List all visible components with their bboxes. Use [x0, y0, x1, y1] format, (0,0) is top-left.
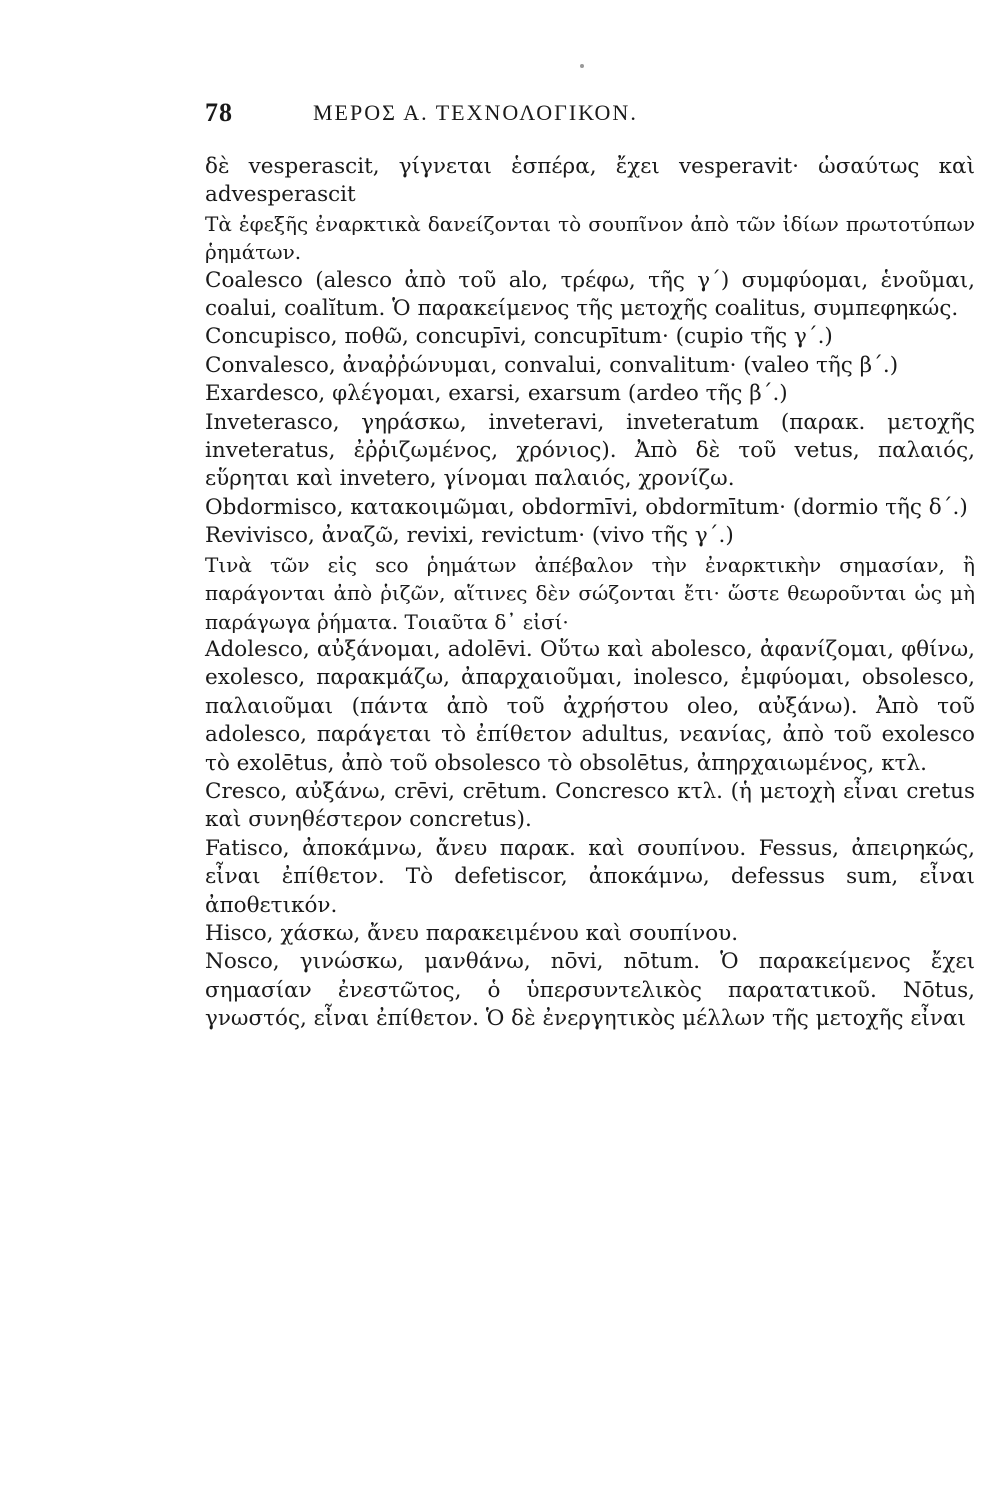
entry-cresco: Cresco, αὐξάνω, crēvi, crētum. Concresco κτλ. (ἡ μετοχὴ εἶναι cretus καὶ συνηθέστερον concretus).: [205, 778, 975, 833]
entry-obdormisco: Obdormisco, κατακοιμῶμαι, obdormīvi, obdormītum· (dormio τῆς δ΄.): [205, 494, 968, 520]
paragraph-intro-2: Τινὰ τῶν εἰς sco ῥημάτων ἀπέβαλον τὴν ἐναρκτικὴν σημασίαν, ἢ παράγονται ἀπὸ ῥιζῶν, αἵτινες δὲν σώζονται ἔτι· ὥστε θεωροῦνται ὡς μὴ παράγωγα ῥήματα. Τοιαῦτα δ᾽ εἰσί·: [205, 552, 975, 634]
entry-fatisco: Fatisco, ἀποκάμνω, ἄνευ παρακ. καὶ σουπίνου. Fessus, ἀπειρηκώς, εἶναι ἐπίθετον. Τὸ defetiscor, ἀποκάμνω, defessus sum, εἶναι ἀποθετικόν.: [205, 835, 975, 918]
page-speck: [580, 64, 584, 68]
page-body: [205, 153, 975, 1034]
running-title: ΜΕΡΟΣ Α. ΤΕΧΝΟΛΟΓΙΚΟΝ.: [313, 100, 638, 125]
entry-exardesco: Exardesco, φλέγομαι, exarsi, exarsum (ardeo τῆς β΄.): [205, 381, 788, 407]
entry-concupisco: Concupisco, ποθῶ, concupīvi, concupītum· (cupio τῆς γ΄.): [205, 324, 833, 350]
paragraph-continuation: δὲ vesperascit, γίγνεται ἑσπέρα, ἔχει vesperavit· ὡσαύτως καὶ advesperascit: [205, 154, 975, 208]
entry-coalesco: Coalesco (alesco ἀπὸ τοῦ alo, τρέφω, τῆς γ΄) συμφύομαι, ἑνοῦμαι, coalui, coalĭtum. Ὁ παρακείμενος τῆς μετοχῆς coalitus, συμπεφηκώς.: [205, 267, 975, 322]
entry-nosco: Nosco, γινώσκω, μανθάνω, nōvi, nōtum. Ὁ παρακείμενος ἔχει σημασίαν ἐνεστῶτος, ὁ ὑπερσυντελικὸς παρατατικοῦ. Nōtus, γνωστός, εἶναι ἐπίθετον. Ὁ δὲ ἐνεργητικὸς μέλλων τῆς μετοχῆς εἶναι: [205, 949, 975, 1032]
entry-convalesco: Convalesco, ἀναῤῥώνυμαι, convalui, convalitum· (valeo τῆς β΄.): [205, 352, 899, 378]
paragraph-intro-1: Τὰ ἐφεξῆς ἐναρκτικὰ δανείζονται τὸ σουπῖνον ἀπὸ τῶν ἰδίων πρωτοτύπων ῥημάτων.: [205, 211, 975, 265]
page-number: 78: [205, 98, 233, 127]
entry-adolesco: Adolesco, αὐξάνομαι, adolēvi. Οὕτω καὶ abolesco, ἀφανίζομαι, φθίνω, exolesco, παρακμάζω, ἀπαρχαιοῦμαι, inolesco, ἐμφύομαι, obsolesco, παλαιοῦμαι (πάντα ἀπὸ τοῦ ἀχρήστου oleo, αὐξάνω). Ἀπὸ τοῦ adolesco, παράγεται τὸ ἐπίθετον adultus, νεανίας, ἀπὸ τοῦ exolesco τὸ exolētus, ἀπὸ τοῦ obsolesco τὸ obsolētus, ἀπηρχαιωμένος, κτλ.: [205, 636, 975, 776]
entry-inveterasco: Inveterasco, γηράσκω, inveteravi, inveteratum (παρακ. μετοχῆς inveteratus, ἐῤῥιζωμένος, χρόνιος). Ἀπὸ δὲ τοῦ vetus, παλαιός, εὕρηται καὶ invetero, γίνομαι παλαιός, χρονίζω.: [205, 409, 975, 492]
page-header: [205, 98, 780, 138]
entry-hisco: Hisco, χάσκω, ἄνευ παρακειμένου καὶ σουπίνου.: [205, 920, 739, 946]
entry-revivisco: Revivisco, ἀναζῶ, revixi, revictum· (vivo τῆς γ΄.): [205, 523, 734, 549]
